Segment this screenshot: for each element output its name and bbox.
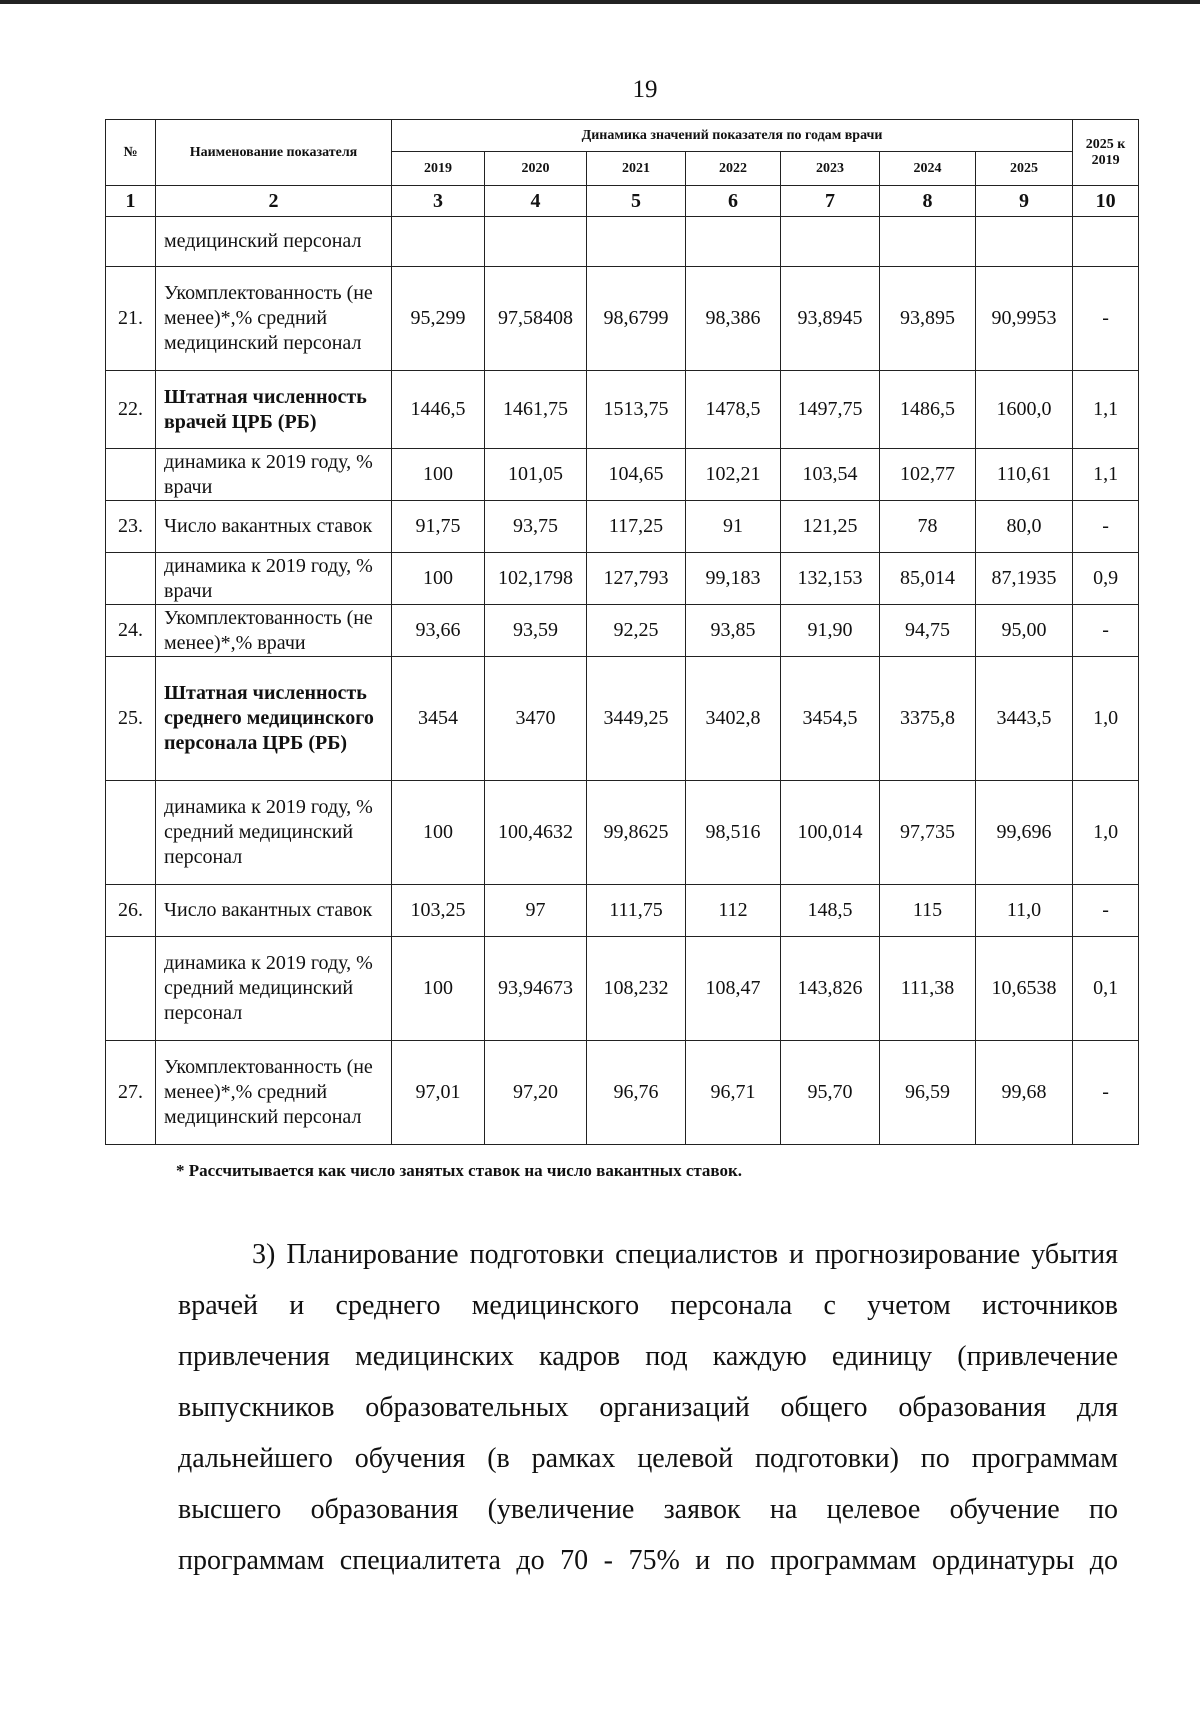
year-value-cell: 3402,8	[686, 657, 781, 781]
year-value-cell: 91	[686, 501, 781, 553]
year-value-cell: 127,793	[587, 553, 686, 605]
indicator-name: динамика к 2019 году, % средний медицинский персонал	[156, 937, 392, 1041]
row-number	[106, 937, 156, 1041]
paragraph-line: выпускников образовательных организаций общего образования для	[178, 1392, 1118, 1423]
year-value-cell: 111,75	[587, 885, 686, 937]
year-value-cell: 87,1935	[976, 553, 1073, 605]
year-value-cell: 100	[392, 449, 485, 501]
year-value-cell: 3449,25	[587, 657, 686, 781]
column-index: 6	[686, 186, 781, 217]
header-name: Наименование показателя	[156, 120, 392, 186]
year-value-cell: 103,25	[392, 885, 485, 937]
year-value-cell: 100	[392, 937, 485, 1041]
year-value-cell: 132,153	[781, 553, 880, 605]
year-value-cell	[485, 217, 587, 267]
indicator-name: Число вакантных ставок	[156, 501, 392, 553]
year-value-cell: 100,014	[781, 781, 880, 885]
row-number: 24.	[106, 605, 156, 657]
indicator-name: Число вакантных ставок	[156, 885, 392, 937]
column-index: 3	[392, 186, 485, 217]
table-row	[106, 781, 1139, 885]
year-value-cell: 102,1798	[485, 553, 587, 605]
table-row	[106, 605, 1139, 657]
paragraph-line: программам специалитета до 70 - 75% и по программам ординатуры до	[178, 1545, 1118, 1576]
year-value-cell: 99,183	[686, 553, 781, 605]
column-index: 5	[587, 186, 686, 217]
year-value-cell: 95,70	[781, 1041, 880, 1145]
year-value-cell: 148,5	[781, 885, 880, 937]
year-value-cell	[587, 217, 686, 267]
header-year: 2019	[392, 152, 485, 186]
indicator-name: Укомплектованность (не менее)*,% средний медицинский персонал	[156, 1041, 392, 1145]
row-number: 21.	[106, 267, 156, 371]
column-index: 8	[880, 186, 976, 217]
ratio-cell: -	[1073, 267, 1139, 371]
year-value-cell: 97,20	[485, 1041, 587, 1145]
year-value-cell: 93,59	[485, 605, 587, 657]
ratio-cell: 1,1	[1073, 371, 1139, 449]
table-row	[106, 267, 1139, 371]
row-number: 27.	[106, 1041, 156, 1145]
year-value-cell: 80,0	[976, 501, 1073, 553]
table-row	[106, 449, 1139, 501]
year-value-cell: 3470	[485, 657, 587, 781]
column-index: 10	[1073, 186, 1139, 217]
column-index: 9	[976, 186, 1073, 217]
header-year: 2020	[485, 152, 587, 186]
year-value-cell: 103,54	[781, 449, 880, 501]
year-value-cell: 95,299	[392, 267, 485, 371]
year-value-cell: 1600,0	[976, 371, 1073, 449]
page-number: 19	[632, 76, 658, 103]
year-value-cell: 96,71	[686, 1041, 781, 1145]
ratio-cell: 1,1	[1073, 449, 1139, 501]
header-year: 2023	[781, 152, 880, 186]
year-value-cell: 100,4632	[485, 781, 587, 885]
table-row	[106, 937, 1139, 1041]
year-value-cell: 99,8625	[587, 781, 686, 885]
header-year: 2024	[880, 152, 976, 186]
year-value-cell: 93,8945	[781, 267, 880, 371]
header-ratio: 2025 к 2019	[1073, 120, 1139, 186]
year-value-cell: 121,25	[781, 501, 880, 553]
body-paragraph	[178, 1229, 1118, 1586]
year-value-cell: 98,6799	[587, 267, 686, 371]
paragraph-line: врачей и среднего медицинского персонала с учетом источников	[178, 1290, 1118, 1321]
year-value-cell: 102,21	[686, 449, 781, 501]
row-number	[106, 781, 156, 885]
row-number	[106, 553, 156, 605]
table-header	[106, 120, 1139, 186]
year-value-cell: 96,59	[880, 1041, 976, 1145]
year-value-cell: 93,94673	[485, 937, 587, 1041]
indicator-name: динамика к 2019 году, % врачи	[156, 449, 392, 501]
paragraph-line: привлечения медицинских кадров под каждую единицу (привлечение	[178, 1341, 1118, 1372]
header-dynamics: Динамика значений показателя по годам врачи	[392, 120, 1073, 152]
column-index-row	[106, 186, 1139, 217]
year-value-cell	[781, 217, 880, 267]
table-footnote: * Рассчитывается как число занятых ставок на число вакантных ставок.	[176, 1161, 743, 1180]
year-value-cell: 108,232	[587, 937, 686, 1041]
year-value-cell: 97	[485, 885, 587, 937]
year-value-cell: 96,76	[587, 1041, 686, 1145]
year-value-cell	[880, 217, 976, 267]
row-number	[106, 217, 156, 267]
header-year: 2025	[976, 152, 1073, 186]
header-year: 2021	[587, 152, 686, 186]
year-value-cell: 3454	[392, 657, 485, 781]
year-value-cell: 3375,8	[880, 657, 976, 781]
year-value-cell	[392, 217, 485, 267]
indicator-name: Укомплектованность (не менее)*,% средний медицинский персонал	[156, 267, 392, 371]
year-value-cell: 1513,75	[587, 371, 686, 449]
paragraph-line: 3) Планирование подготовки специалистов и прогнозирование убытия	[252, 1239, 1118, 1270]
row-number: 25.	[106, 657, 156, 781]
column-index: 4	[485, 186, 587, 217]
year-value-cell: 112	[686, 885, 781, 937]
column-index: 1	[106, 186, 156, 217]
table-row	[106, 885, 1139, 937]
year-value-cell: 104,65	[587, 449, 686, 501]
year-value-cell: 1486,5	[880, 371, 976, 449]
ratio-cell: -	[1073, 501, 1139, 553]
header-num: №	[106, 120, 156, 186]
year-value-cell: 98,516	[686, 781, 781, 885]
year-value-cell: 97,58408	[485, 267, 587, 371]
year-value-cell	[686, 217, 781, 267]
column-index: 2	[156, 186, 392, 217]
year-value-cell: 90,9953	[976, 267, 1073, 371]
year-value-cell: 102,77	[880, 449, 976, 501]
year-value-cell: 99,696	[976, 781, 1073, 885]
ratio-cell: 1,0	[1073, 657, 1139, 781]
year-value-cell: 98,386	[686, 267, 781, 371]
year-value-cell: 92,25	[587, 605, 686, 657]
table-row	[106, 657, 1139, 781]
table-body	[106, 186, 1139, 1145]
year-value-cell: 143,826	[781, 937, 880, 1041]
ratio-cell: 0,9	[1073, 553, 1139, 605]
row-number: 22.	[106, 371, 156, 449]
year-value-cell: 85,014	[880, 553, 976, 605]
year-value-cell: 78	[880, 501, 976, 553]
ratio-cell: -	[1073, 1041, 1139, 1145]
year-value-cell: 100	[392, 553, 485, 605]
year-value-cell: 94,75	[880, 605, 976, 657]
year-value-cell: 93,85	[686, 605, 781, 657]
row-number	[106, 449, 156, 501]
year-value-cell	[976, 217, 1073, 267]
indicator-name: динамика к 2019 году, % врачи	[156, 553, 392, 605]
year-value-cell: 11,0	[976, 885, 1073, 937]
table-row	[106, 553, 1139, 605]
year-value-cell: 93,75	[485, 501, 587, 553]
year-value-cell: 115	[880, 885, 976, 937]
year-value-cell: 3454,5	[781, 657, 880, 781]
year-value-cell: 110,61	[976, 449, 1073, 501]
year-value-cell: 10,6538	[976, 937, 1073, 1041]
ratio-cell	[1073, 217, 1139, 267]
paragraph-line: дальнейшего обучения (в рамках целевой подготовки) по программам	[178, 1443, 1118, 1474]
year-value-cell: 91,75	[392, 501, 485, 553]
year-value-cell: 1497,75	[781, 371, 880, 449]
indicator-name: Штатная численность среднего медицинского персонала ЦРБ (РБ)	[156, 657, 392, 781]
year-value-cell: 93,895	[880, 267, 976, 371]
year-value-cell: 3443,5	[976, 657, 1073, 781]
row-number: 23.	[106, 501, 156, 553]
year-value-cell: 99,68	[976, 1041, 1073, 1145]
year-value-cell: 1478,5	[686, 371, 781, 449]
table-row	[106, 217, 1139, 267]
year-value-cell: 93,66	[392, 605, 485, 657]
indicator-name: Укомплектованность (не менее)*,% врачи	[156, 605, 392, 657]
year-value-cell: 100	[392, 781, 485, 885]
year-value-cell: 1461,75	[485, 371, 587, 449]
year-value-cell: 111,38	[880, 937, 976, 1041]
indicators-table	[105, 119, 1139, 1145]
year-value-cell: 1446,5	[392, 371, 485, 449]
ratio-cell: 0,1	[1073, 937, 1139, 1041]
table-row	[106, 1041, 1139, 1145]
ratio-cell: -	[1073, 605, 1139, 657]
indicator-name: медицинский персонал	[156, 217, 392, 267]
year-value-cell: 97,735	[880, 781, 976, 885]
indicator-name: Штатная численность врачей ЦРБ (РБ)	[156, 371, 392, 449]
table-row	[106, 501, 1139, 553]
year-value-cell: 108,47	[686, 937, 781, 1041]
year-value-cell: 95,00	[976, 605, 1073, 657]
top-border	[0, 0, 1200, 4]
column-index: 7	[781, 186, 880, 217]
ratio-cell: -	[1073, 885, 1139, 937]
year-value-cell: 91,90	[781, 605, 880, 657]
year-value-cell: 97,01	[392, 1041, 485, 1145]
paragraph-line: высшего образования (увеличение заявок на целевое обучение по	[178, 1494, 1118, 1525]
header-year: 2022	[686, 152, 781, 186]
year-value-cell: 117,25	[587, 501, 686, 553]
year-value-cell: 101,05	[485, 449, 587, 501]
indicator-name: динамика к 2019 году, % средний медицинский персонал	[156, 781, 392, 885]
ratio-cell: 1,0	[1073, 781, 1139, 885]
row-number: 26.	[106, 885, 156, 937]
table-row	[106, 371, 1139, 449]
